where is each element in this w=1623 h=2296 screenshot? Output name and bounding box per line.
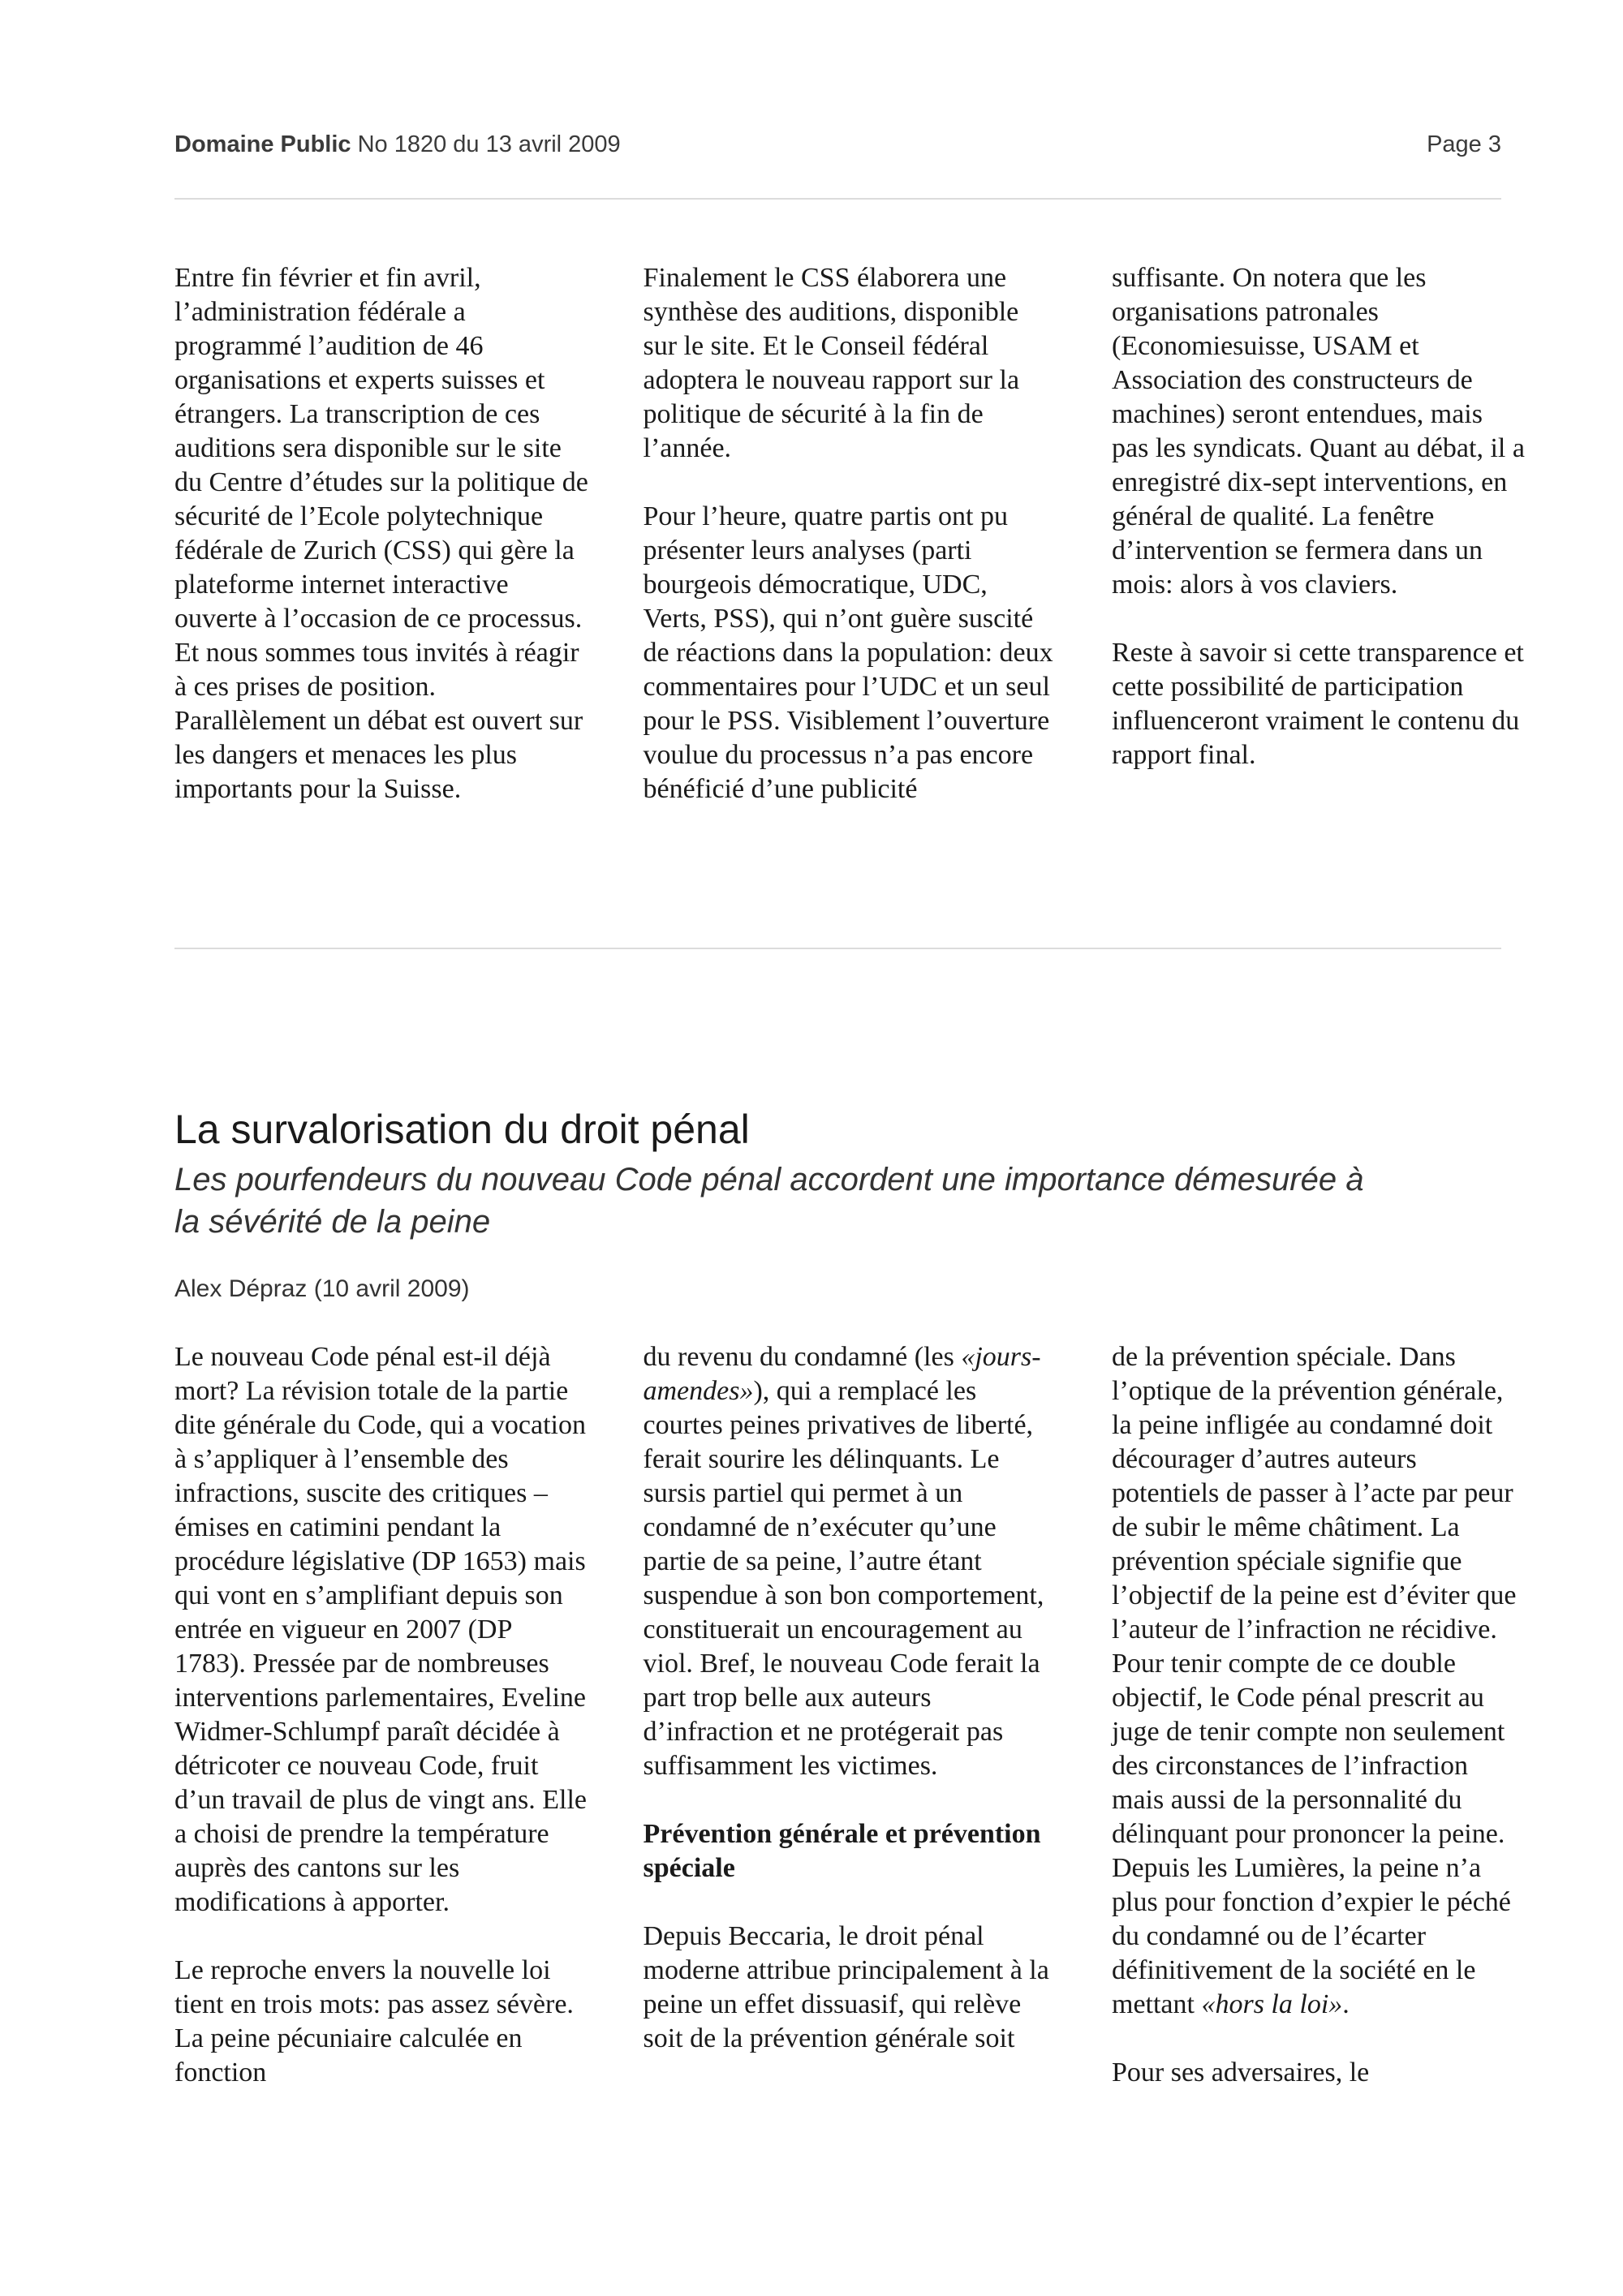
header-divider — [174, 198, 1501, 200]
paragraph: Depuis Beccaria, le droit pénal moderne attribue principalement à la peine un effet dissuasif, qui relève soit de la prévention générale soit — [643, 1921, 1049, 2053]
page-number: Page 3 — [1427, 131, 1501, 157]
paragraph: Pour l’heure, quatre partis ont pu présenter leurs analyses (parti bourgeois démocratique, UDC, Verts, PSS), qui n’ont guère suscité de réactions dans la population: deux commentaires pour l’UDC et un seul pour le PSS. Visiblement l’ouverture voulue du processus n’a pas encore bénéficié d’une publicité — [643, 501, 1053, 804]
text-run: . — [1342, 1989, 1350, 2019]
previous-article-column-2 — [644, 261, 1057, 806]
previous-article-columns — [174, 261, 1526, 806]
previous-article-column-3 — [1112, 261, 1526, 806]
emphasis: «hors la loi» — [1201, 1989, 1343, 2019]
paragraph — [1112, 1340, 1526, 2022]
paragraph: Le reproche envers la nouvelle loi tient en trois mots: pas assez sévère. La peine pécuniaire calculée en fonction — [174, 1955, 574, 2087]
paragraph: Pour ses adversaires, le — [1112, 2057, 1370, 2087]
article-column-2 — [644, 1340, 1057, 2090]
article-columns — [174, 1340, 1526, 2090]
text-run: du revenu du condamné (les — [643, 1342, 962, 1372]
issue-info: No 1820 du 13 avril 2009 — [357, 131, 621, 157]
article-byline: Alex Dépraz (10 avril 2009) — [174, 1275, 470, 1302]
paragraph: Le nouveau Code pénal est-il déjà mort? La révision totale de la partie dite générale du Code, qui a vocation à s’appliquer à l’ensemble des infractions, suscite des critiques – émises en catimini pendant la procédure législative (DP 1653) mais qui vont en s’amplifiant depuis son entrée en vigueur en 2007 (DP 1783). Pressée par de nombreuses interventions parlementaires, Eveline Widmer-Schlumpf paraît décidée à détricoter ce nouveau Code, fruit d’un travail de plus de vingt ans. Elle a choisi de prendre la température auprès des cantons sur les modifications à apporter. — [174, 1342, 587, 1917]
paragraph: suffisante. On notera que les organisations patronales (Economiesuisse, USAM et Association des constructeurs de machines) seront entendues, mais pas les syndicats. Quant au débat, il a enregistré dix-sept interventions, en général de qualité. La fenêtre d’intervention se fermera dans un mois: alors à vos claviers. — [1112, 263, 1525, 600]
text-run: de la prévention spéciale. Dans l’optique de la prévention générale, la peine infligée au condamné doit décourager d’autres auteurs potentiels de passer à l’acte par peur de subir le même châtiment. La prévention spéciale signifie que l’objectif de la peine est d’éviter que l’auteur de l’infraction ne récidive. Pour tenir compte de ce double objectif, le Code pénal prescrit au juge de tenir compte non seulement des circonstances de l’infraction mais aussi de la personnalité du délinquant pour prononcer la peine. Depuis les Lumières, la peine n’a plus pour fonction d’expier le péché du condamné ou de l’écarter définitivement de la société en le mettant — [1112, 1342, 1517, 2019]
paragraph: Reste à savoir si cette transparence et cette possibilité de participation influenceront vraiment le contenu du rapport final. — [1112, 638, 1524, 770]
publication-name: Domaine Public — [174, 131, 351, 157]
emphasis: «jours-amendes» — [643, 1342, 1041, 1406]
page-header — [174, 131, 1501, 172]
section-heading: Prévention générale et prévention spéciale — [643, 1819, 1041, 1883]
text-run: ), qui a remplacé les courtes peines privatives de liberté, ferait sourire les délinquants. Le sursis partiel qui permet à un condamné de n’exécuter qu’une partie de sa peine, l’autre étant suspendue à son bon comportement, constituerait un encouragement au viol. Bref, le nouveau Code ferait la part trop belle aux auteurs d’infraction et ne protégerait pas suffisamment les victimes. — [643, 1376, 1044, 1781]
article-column-1 — [174, 1340, 588, 2090]
paragraph — [644, 1340, 1057, 1783]
paragraph: Finalement le CSS élaborera une synthèse des auditions, disponible sur le site. Et le Conseil fédéral adoptera le nouveau rapport sur la politique de sécurité à la fin de l’année. — [643, 263, 1020, 463]
article-subtitle: Les pourfendeurs du nouveau Code pénal accordent une importance démesurée à la sévérité de la peine — [174, 1162, 1364, 1240]
article-column-3 — [1112, 1340, 1526, 2090]
paragraph: Entre fin février et fin avril, l’administration fédérale a programmé l’audition de 46 organisations et experts suisses et étrangers. La transcription de ces auditions sera disponible sur le site du Centre d’études sur la politique de sécurité de l’Ecole polytechnique fédérale de Zurich (CSS) qui gère la plateforme internet interactive ouverte à l’occasion de ce processus. Et nous sommes tous invités à réagir à ces prises de position. Parallèlement un débat est ouvert sur les dangers et menaces les plus importants pour la Suisse. — [174, 263, 588, 804]
article-divider — [174, 948, 1501, 949]
previous-article-column-1 — [174, 261, 588, 806]
article-title: La survalorisation du droit pénal — [174, 1107, 750, 1152]
